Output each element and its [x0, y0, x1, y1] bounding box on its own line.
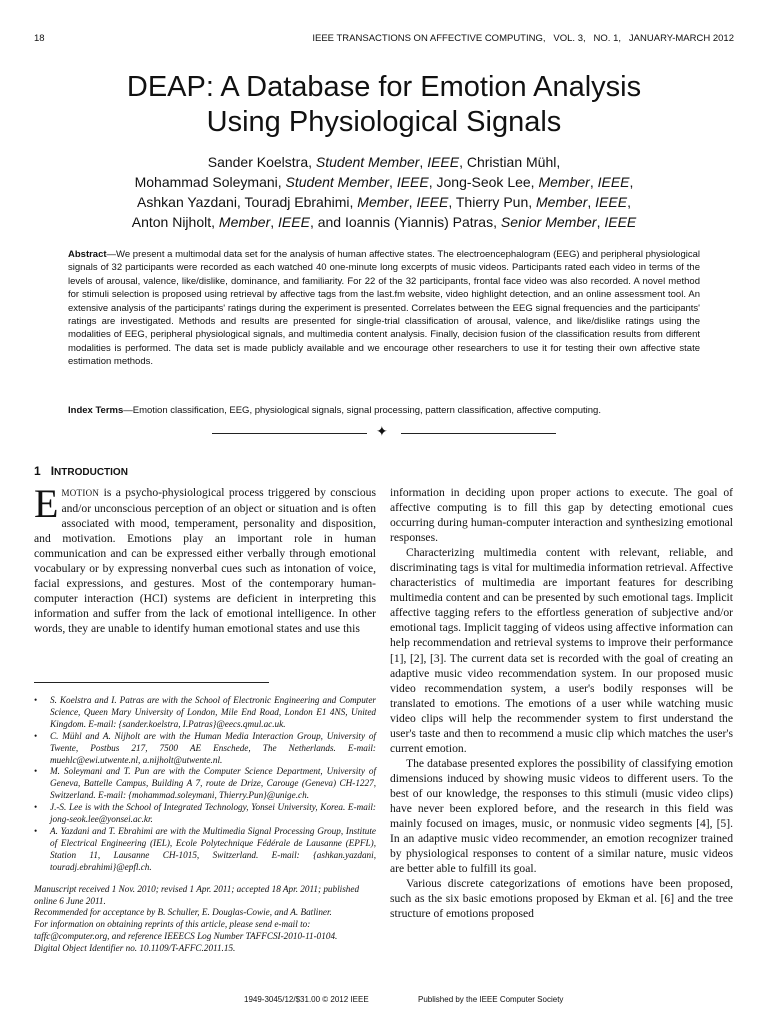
bullet-icon: • — [34, 802, 38, 813]
footnote-item — [34, 802, 376, 826]
footnote-rule — [34, 682, 269, 683]
paragraph: information in deciding upon proper actions to execute. The goal of affective computing is to fill this gap by detecting emotional cues occurring during human-computer interaction and synthesizing emotional responses. — [390, 486, 733, 545]
index-terms-label: Index Terms — [68, 405, 124, 416]
page-number: 18 — [34, 33, 45, 44]
bullet-icon: • — [34, 695, 38, 705]
bullet-icon: • — [34, 825, 38, 836]
manuscript-line: Recommended for acceptance by B. Schuller, E. Douglas-Cowie, and A. Batliner. — [34, 907, 332, 918]
paragraph — [34, 481, 376, 636]
manuscript-line: Manuscript received 1 Nov. 2010; revised 1 Apr. 2011; accepted 18 Apr. 2011; published online 6 June 2011. — [34, 883, 360, 906]
abstract-label: Abstract — [68, 249, 107, 260]
section-number: 1 — [34, 464, 41, 478]
running-header — [34, 33, 734, 47]
bullet-icon: • — [34, 766, 38, 777]
bullet-icon: • — [34, 730, 38, 741]
author-line-2: Mohammad Soleymani, Student Member, IEEE, Jong-Seok Lee, Member, IEEE, — [134, 174, 634, 190]
paragraph: Various discrete categorizations of emotions have been proposed, such as the six basic emotions proposed by Ekman et al. [6] and the tree structure of emotions proposed — [390, 877, 733, 921]
separator-line-right — [401, 433, 556, 434]
author-line-1: Sander Koelstra, Student Member, IEEE, Christian Mühl, — [207, 154, 561, 170]
section-title-rest: NTRODUCTION — [54, 467, 128, 478]
abstract-text: —We present a multimodal data set for the analysis of human affective states. The electroencephalogram (EEG) and peripheral physiological signals of 32 participants were recorded as each watched 40 one-minute long excerpts of music videos. Participants rated each video in terms of the levels of arousal, valence, like/dislike, dominance, and familiarity. For 22 of the 32 participants, frontal face video was also recorded. A novel method for stimuli selection is proposed using retrieval by affective tags from the last.fm website, video highlight detection, and an online assessment tool. An extensive analysis of the participants' ratings during the experiment is presented. Correlates between the EEG signal frequencies and the participants' ratings are investigated. Methods and results are presented for single-trial classification of arousal, valence, and like/dislike ratings using the modalities of EEG, peripheral physiological signals, and multimedia content analysis. Finally, decision fusion of the classification results from different modalities is performed. The data set is made publicly available and we encourage other researchers to use it for testing their own affective state estimation methods. — [68, 249, 700, 368]
affiliation-footnotes — [34, 695, 376, 955]
footnote-item — [34, 695, 376, 731]
manuscript-line: Digital Object Identifier no. 10.1109/T-AFFC.2011.15. — [34, 943, 236, 954]
section-title-initial: I — [50, 464, 55, 478]
title-line-2: Using Physiological Signals — [206, 106, 562, 138]
publisher-line: Published by the IEEE Computer Society — [418, 995, 564, 1004]
paragraph: Characterizing multimedia content with relevant, reliable, and discriminating tags is vital for multimedia information retrieval. Affective characteristics of multimedia are important features for describing multimedia content and can be presented by such emotional tags. Implicit affective tagging refers to the effortless generation of subjective and/or emotional tags. Implicit tagging of videos using affective information can help recommendation and retrieval systems to improve their performance [1], [2], [3]. The current data set is recorded with the goal of creating an adaptive music video recommendation system. In our proposed music video recommendation system, a user's bodily responses will be translated to emotions. The emotions of a user while watching music video clips will help the recommender system to first understand the user's taste and then to recommend a music clip which matches the user's current emotion. — [390, 546, 733, 755]
manuscript-info — [34, 884, 376, 955]
footnote-text: S. Koelstra and I. Patras are with the School of Electronic Engineering and Computer Science, Queen Mary University of London, Mile End Road, London E1 4NS, United Kingdom. E-mail: {sander.koelstra, I.Patras}@eecs.qmul.ac.uk. — [50, 695, 376, 729]
footnote-item — [34, 731, 376, 767]
copyright-line: 1949-3045/12/$31.00 © 2012 IEEE — [244, 995, 369, 1004]
body-column-right — [390, 485, 733, 921]
index-terms — [68, 404, 700, 417]
separator-diamond-icon: ✦ — [376, 425, 388, 440]
section-separator — [212, 426, 556, 440]
abstract — [68, 248, 700, 369]
index-terms-text: —Emotion classification, EEG, physiological signals, signal processing, pattern classification, affective computing. — [123, 405, 601, 416]
footnote-text: C. Mühl and A. Nijholt are with the Human Media Interaction Group, University of Twente, Postbus 217, 7500 AE Enschede, The Netherlands. E-mail: muehlc@ewi.utwente.nl, a.nijholt@utwente.nl. — [50, 730, 376, 765]
journal-name: IEEE TRANSACTIONS ON AFFECTIVE COMPUTING, VOL. 3, NO. 1, JANUARY-MARCH 2012 — [312, 33, 734, 44]
footnote-text: M. Soleymani and T. Pun are with the Computer Science Department, University of Geneva, Battelle Campus, Building A 7, route de Drize, Carouge (Geneva) CH-1227, Switzerland. E-mail: {mohammad.soleymani, Thierry.Pun}@unige.ch. — [50, 766, 376, 801]
footnote-item — [34, 826, 376, 874]
title-line-1: DEAP: A Database for Emotion Analysis — [126, 71, 642, 103]
paragraph: The database presented explores the possibility of classifying emotion dimensions induced by showing music videos to different users. To the best of our knowledge, the responses to this stimuli (music video clips) have never been explored before, and the research in this field was mainly focused on images, music, or nonmusic video segments [4], [5]. In an adaptive music video recommender, an emotion recognizer trained by physiological responses to content of a similar nature, music videos are better able to fulfill its goal. — [390, 756, 733, 876]
footnote-text: A. Yazdani and T. Ebrahimi are with the Multimedia Signal Processing Group, Institute of Electrical Engineering (IEL), Ecole Polytechnique Fédérale de Lausanne (EPFL), Station 11, Lausanne CH-1015, Switzerland. E-mail: {ashkan.yazdani, touradj.ebrahimi}@epfl.ch. — [50, 825, 376, 872]
separator-line-left — [212, 433, 367, 434]
drop-cap: E — [34, 481, 59, 526]
body-column-left — [34, 481, 376, 636]
paragraph-text: is a psycho-physiological process triggered by conscious and/or unconscious perception of an object or situation and is often associated with mood, temperament, personality and disposition, and motivation. Emotions play an important role in human communication and can be expressed either verbally through emotional vocabulary or by expressing nonverbal cues such as intonation of voice, facial expressions, and gestures. Most of the contemporary human-computer interaction (HCI) systems are deficient in interpreting this information and suffer from the lack of emotional intelligence. In other words, they are unable to identify human emotional states and use this — [34, 486, 376, 636]
author-list — [34, 152, 734, 232]
footnote-item — [34, 766, 376, 802]
section-heading — [34, 464, 128, 478]
author-line-3: Ashkan Yazdani, Touradj Ebrahimi, Member, IEEE, Thierry Pun, Member, IEEE, — [137, 194, 631, 210]
author-line-4: Anton Nijholt, Member, IEEE, and Ioannis (Yiannis) Patras, Senior Member, IEEE — [131, 214, 637, 230]
footnote-text: J.-S. Lee is with the School of Integrated Technology, Yonsei University, Korea. E-mail: jong-seok.lee@yonsei.ac.kr. — [50, 802, 376, 825]
manuscript-line: For information on obtaining reprints of this article, please send e-mail to: taffc@computer.org, and reference IEEECS Log Number TAFFCSI-2010-11-0104. — [34, 919, 338, 942]
paper-title — [34, 70, 734, 140]
first-word-smallcaps: MOTION — [61, 488, 100, 498]
